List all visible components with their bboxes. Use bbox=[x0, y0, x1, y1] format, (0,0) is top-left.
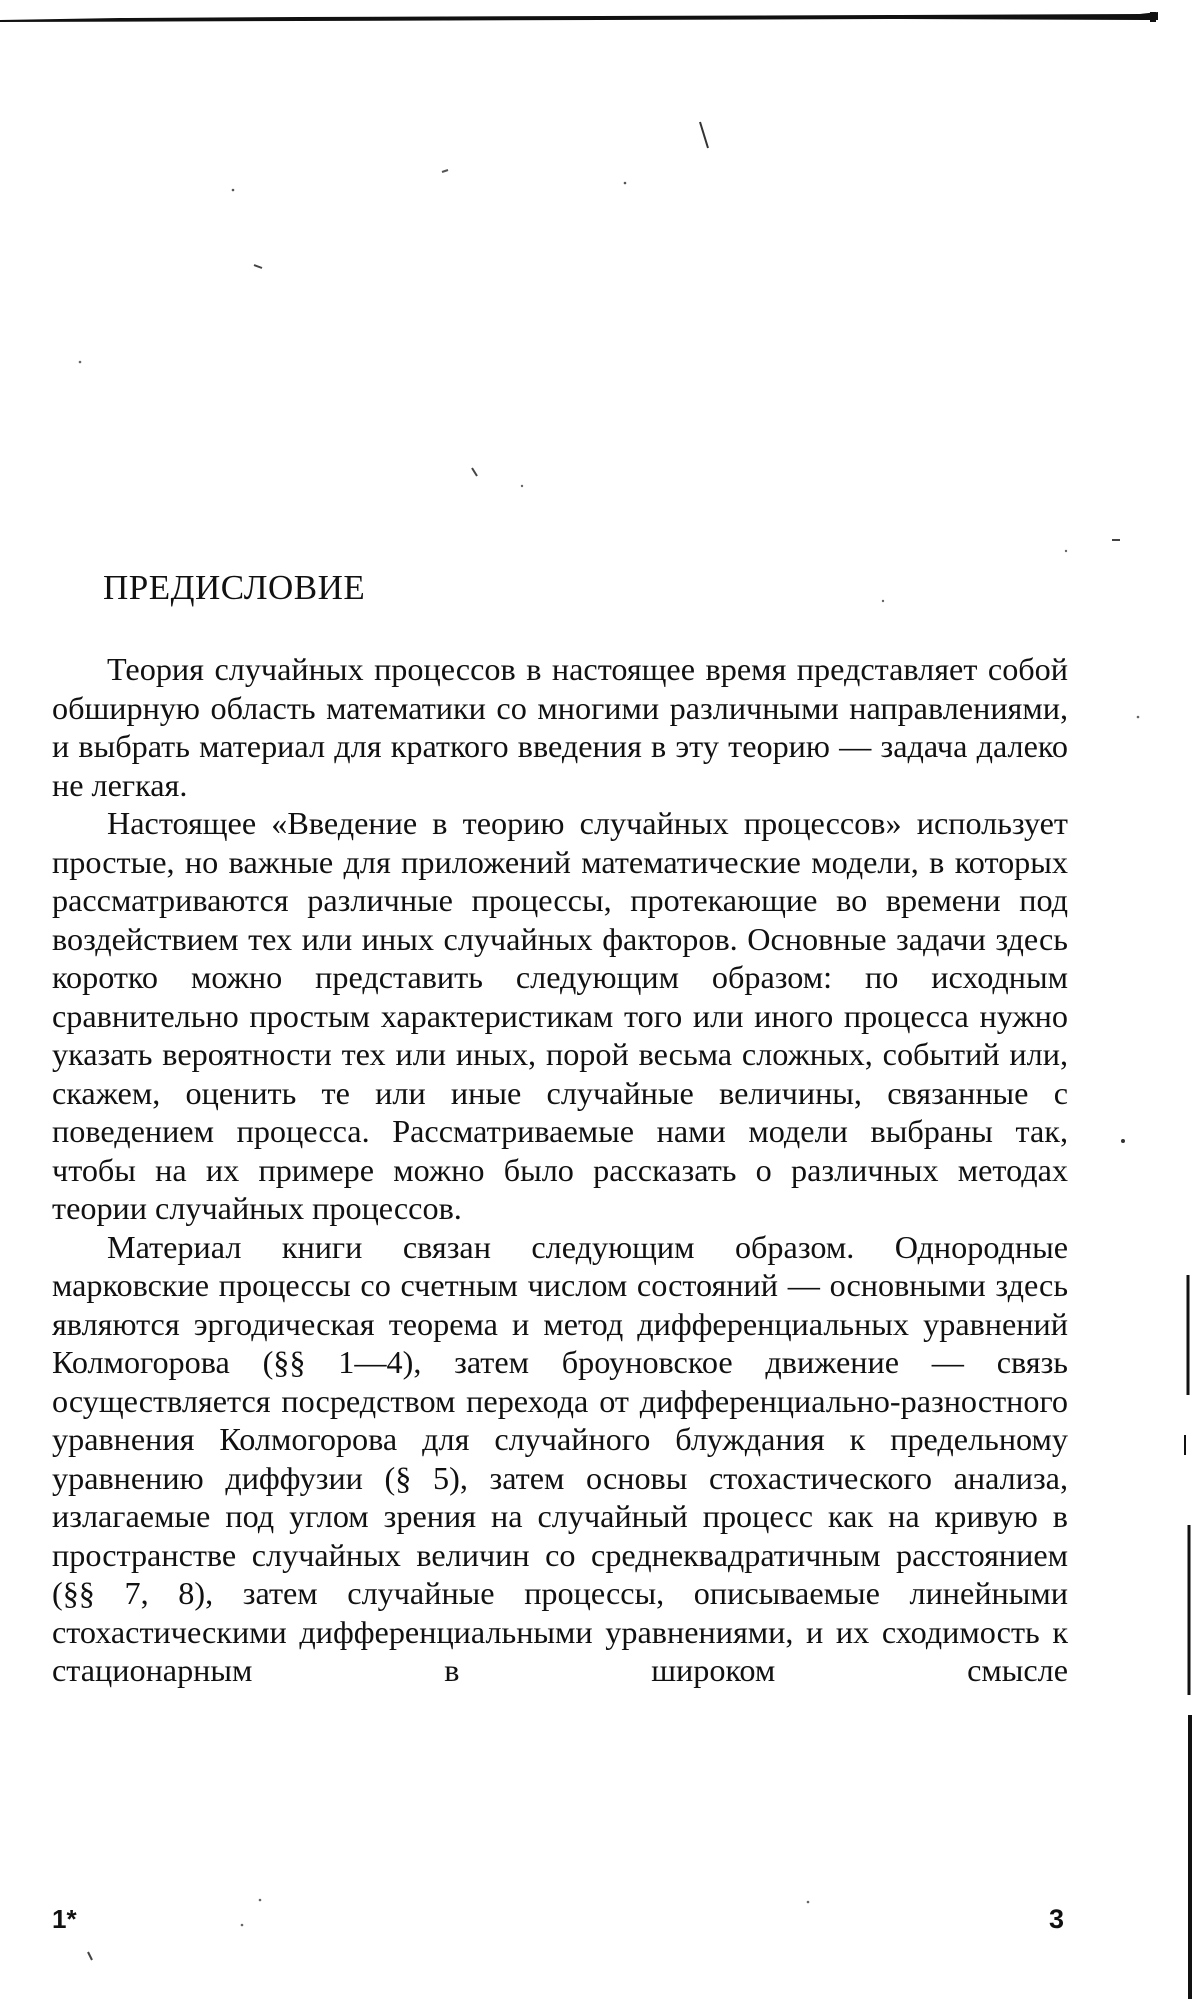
preface-heading: ПРЕДИСЛОВИЕ bbox=[103, 568, 365, 608]
top-edge-rule bbox=[0, 12, 1160, 22]
preface-body bbox=[52, 650, 1068, 1690]
page-number: 3 bbox=[1049, 1904, 1064, 1935]
paragraph-3: Материал книги связан следующим образом. Однородные марковские процессы со счетным числом состояний — основными здесь являются эргодическая теорема и метод дифференциальных уравнений Колмогорова (§§ 1—4), затем броуновское движение — связь осуществляется посредством перехода от дифференциально-разностного уравнения Колмогорова для случайного блуждания к предельному уравнению диффузии (§ 5), затем основы стохастического анализа, излагаемые под углом зрения на случайный процесс как на кривую в пространстве случайных величин со среднеквадратичным расстоянием (§§ 7, 8), затем случайные процессы, описываемые линейными стохастическими дифференциальными уравнениями, и их сходимость к стационарным в широком смысле bbox=[52, 1228, 1068, 1690]
right-edge-shadow bbox=[1172, 1275, 1192, 1999]
book-page bbox=[0, 0, 1200, 1999]
paragraph-2: Настоящее «Введение в теорию случайных процессов» использует простые, но важные для приложений математические модели, в которых рассматриваются различные процессы, протекающие во времени под воздействием тех или иных случайных факторов. Основные задачи здесь коротко можно представить следующим образом: по исходным сравнительно простым характеристикам того или иного процесса нужно указать вероятности тех или иных, порой весьма сложных, событий или, скажем, оценить те или иные случайные величины, связанные с поведением процесса. Рассматриваемые нами модели выбраны так, чтобы на их примере можно было рассказать о различных методах теории случайных процессов. bbox=[52, 804, 1068, 1228]
paragraph-1: Теория случайных процессов в настоящее время представляет собой обширную область математики со многими различными направлениями, и выбрать материал для краткого введения в эту теорию — задача далеко не легкая. bbox=[52, 650, 1068, 804]
signature-mark: 1* bbox=[52, 1904, 77, 1935]
